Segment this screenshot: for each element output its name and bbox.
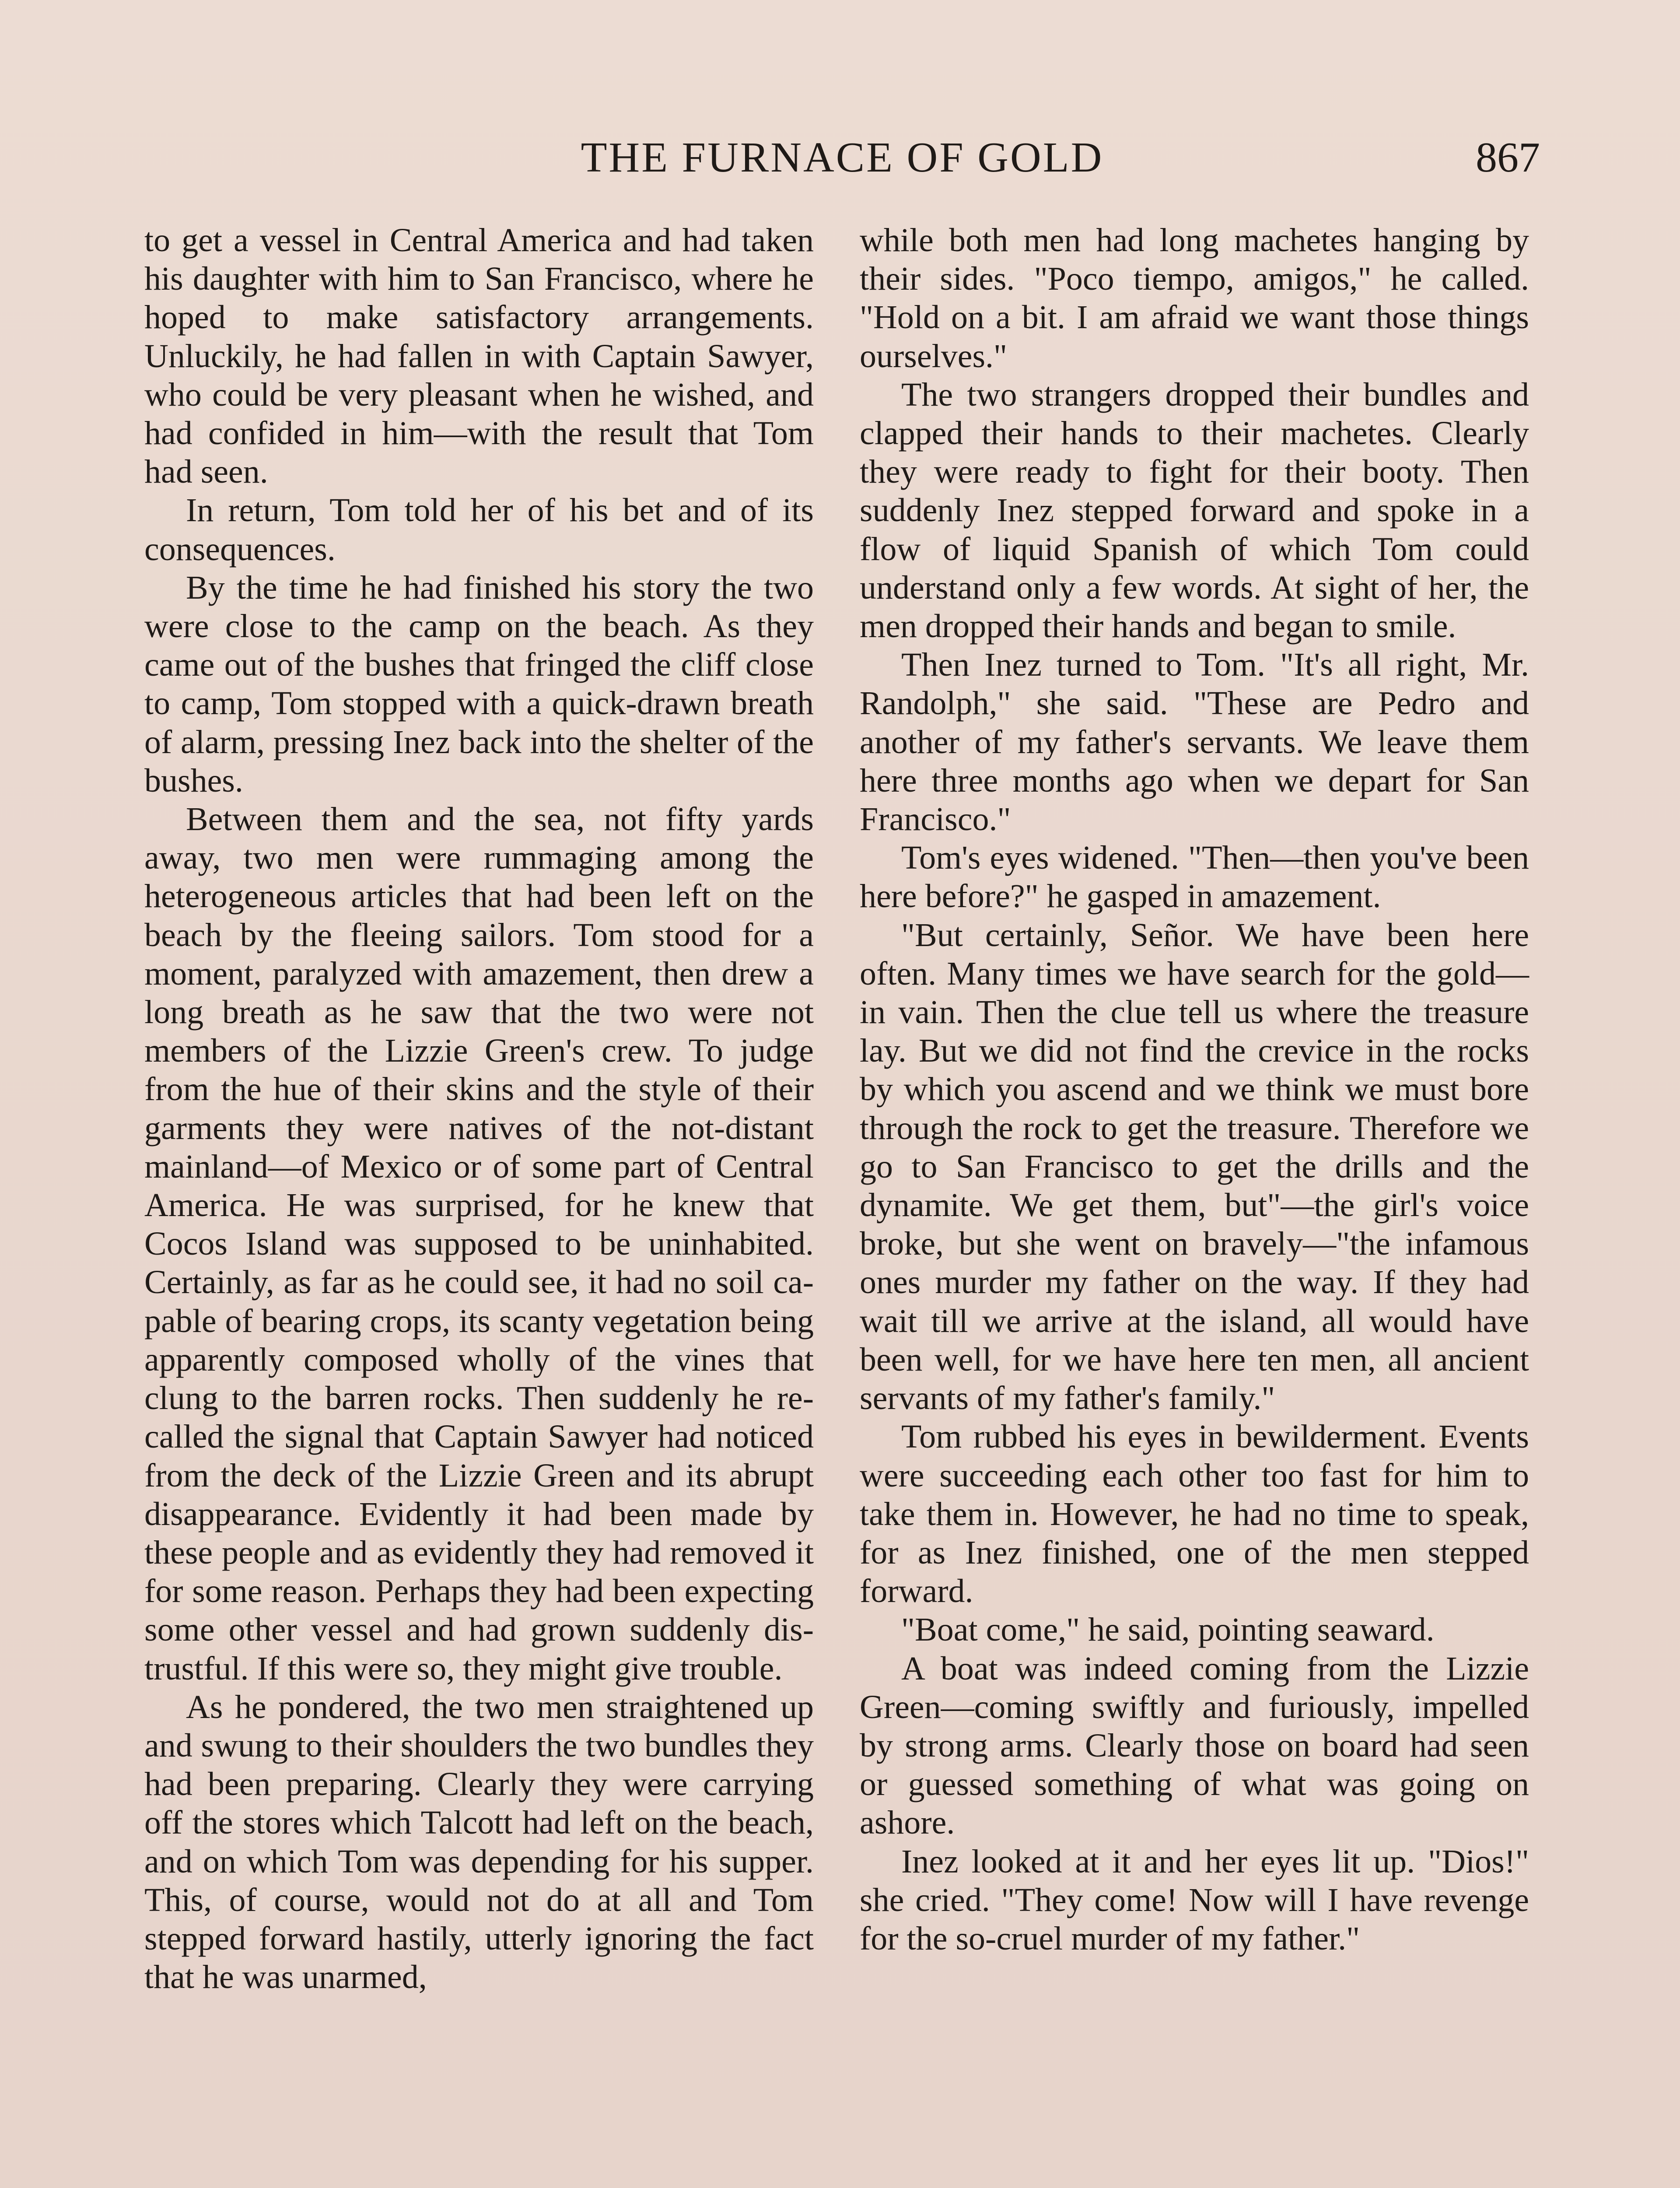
paragraph: while both men had long machetes hanging by their sides. "Poco tiempo, amigos," he called. "Hold on a bit. I am afraid we want those things ourselves." [860, 222, 1529, 375]
running-header [144, 125, 1540, 190]
paragraph: The two strangers dropped their bundles and clapped their hands to their machetes. Clearly they were ready to fight for their booty. Then suddenly Inez stepped forward and spoke in a flow of liquid Spanish of which Tom could understand only a few words. At sight of her, the men dropped their hands and began to smile. [860, 376, 1529, 645]
paragraph: Then Inez turned to Tom. "It's all right, Mr. Randolph," she said. "These are Pedro and another of my father's servants. We leave them here three months ago when we depart for San Francisco." [860, 646, 1529, 838]
paragraph: Between them and the sea, not fifty yards away, two men were rummaging among the heterogeneous articles that had been left on the beach by the fleeing sailors. Tom stood for a moment, paralyzed with amazement, then drew a long breath as he saw that the two were not members of the Lizzie Green's crew. To judge from the hue of their skins and the style of their garments they were natives of the not-distant mainland—of Mexico or of some part of Central America. He was surprised, for he knew that Cocos Island was supposed to be uninhabited. Certainly, as far as he could see, it had no soil capable of bearing crops, its scanty vegetation being apparently composed wholly of the vines that clung to the barren rocks. Then suddenly he recalled the signal that Captain Sawyer had noticed from the deck of the Lizzie Green and its abrupt disappearance. Evidently it had been made by these people and as evidently they had removed it for some reason. Perhaps they had been expecting some other vessel and had grown suddenly distrustful. If this were so, they might give trouble. [144, 801, 814, 1687]
paragraph: Inez looked at it and her eyes lit up. "Dios!" she cried. "They come! Now will I have revenge for the so-cruel murder of my father." [860, 1843, 1529, 1957]
paragraph: "Boat come," he said, pointing seaward. [901, 1611, 1435, 1648]
paragraph: to get a vessel in Central America and had taken his daughter with him to San Francisco, where he hoped to make satisfactory arrangements. Unluckily, he had fallen in with Captain Sawyer, who could be very pleasant when he wished, and had confided in him—with the result that Tom had seen. [144, 222, 814, 491]
paragraph: A boat was indeed coming from the Lizzie Green—coming swiftly and furiously, impelled by strong arms. Clearly those on board had seen or guessed something of what was going on ashore. [860, 1650, 1529, 1841]
paragraph: Tom's eyes widened. "Then—then you've been here before?" he gasped in amazement. [860, 839, 1529, 915]
paragraph: By the time he had finished his story the two were close to the camp on the beach. As they came out of the bushes that fringed the cliff close to camp, Tom stopped with a quick-drawn breath of alarm, pressing Inez back into the shelter of the bushes. [144, 569, 814, 799]
page-number: 867 [1476, 134, 1540, 181]
paragraph: In return, Tom told her of his bet and of its consequences. [144, 492, 814, 568]
running-title: THE FURNACE OF GOLD [581, 134, 1104, 181]
paragraph: As he pondered, the two men straightened up and swung to their shoulders the two bundles they had been preparing. Clearly they were carrying off the stores which Talcott had left on the beach, and on which Tom was depending for his supper. This, of course, would not do at all and Tom stepped forward hastily, utterly ignoring the fact that he was unarmed, [144, 1688, 814, 1996]
right-text-column [860, 221, 1529, 1958]
left-text-column [144, 221, 814, 1996]
paragraph: Tom rubbed his eyes in bewilderment. Events were succeeding each other too fast for him to take them in. However, he had no time to speak, for as Inez finished, one of the men stepped forward. [860, 1418, 1529, 1610]
paragraph: "But certainly, Señor. We have been here often. Many times we have search for the gold—in vain. Then the clue tell us where the treasure lay. But we did not find the crevice in the rocks by which you ascend and we think we must bore through the rock to get the treasure. Therefore we go to San Francisco to get the drills and the dynamite. We get them, but"—the girl's voice broke, but she went on bravely—"the infamous ones murder my father on the way. If they had wait till we arrive at the island, all would have been well, for we have here ten men, all ancient servants of my father's family." [860, 916, 1529, 1417]
